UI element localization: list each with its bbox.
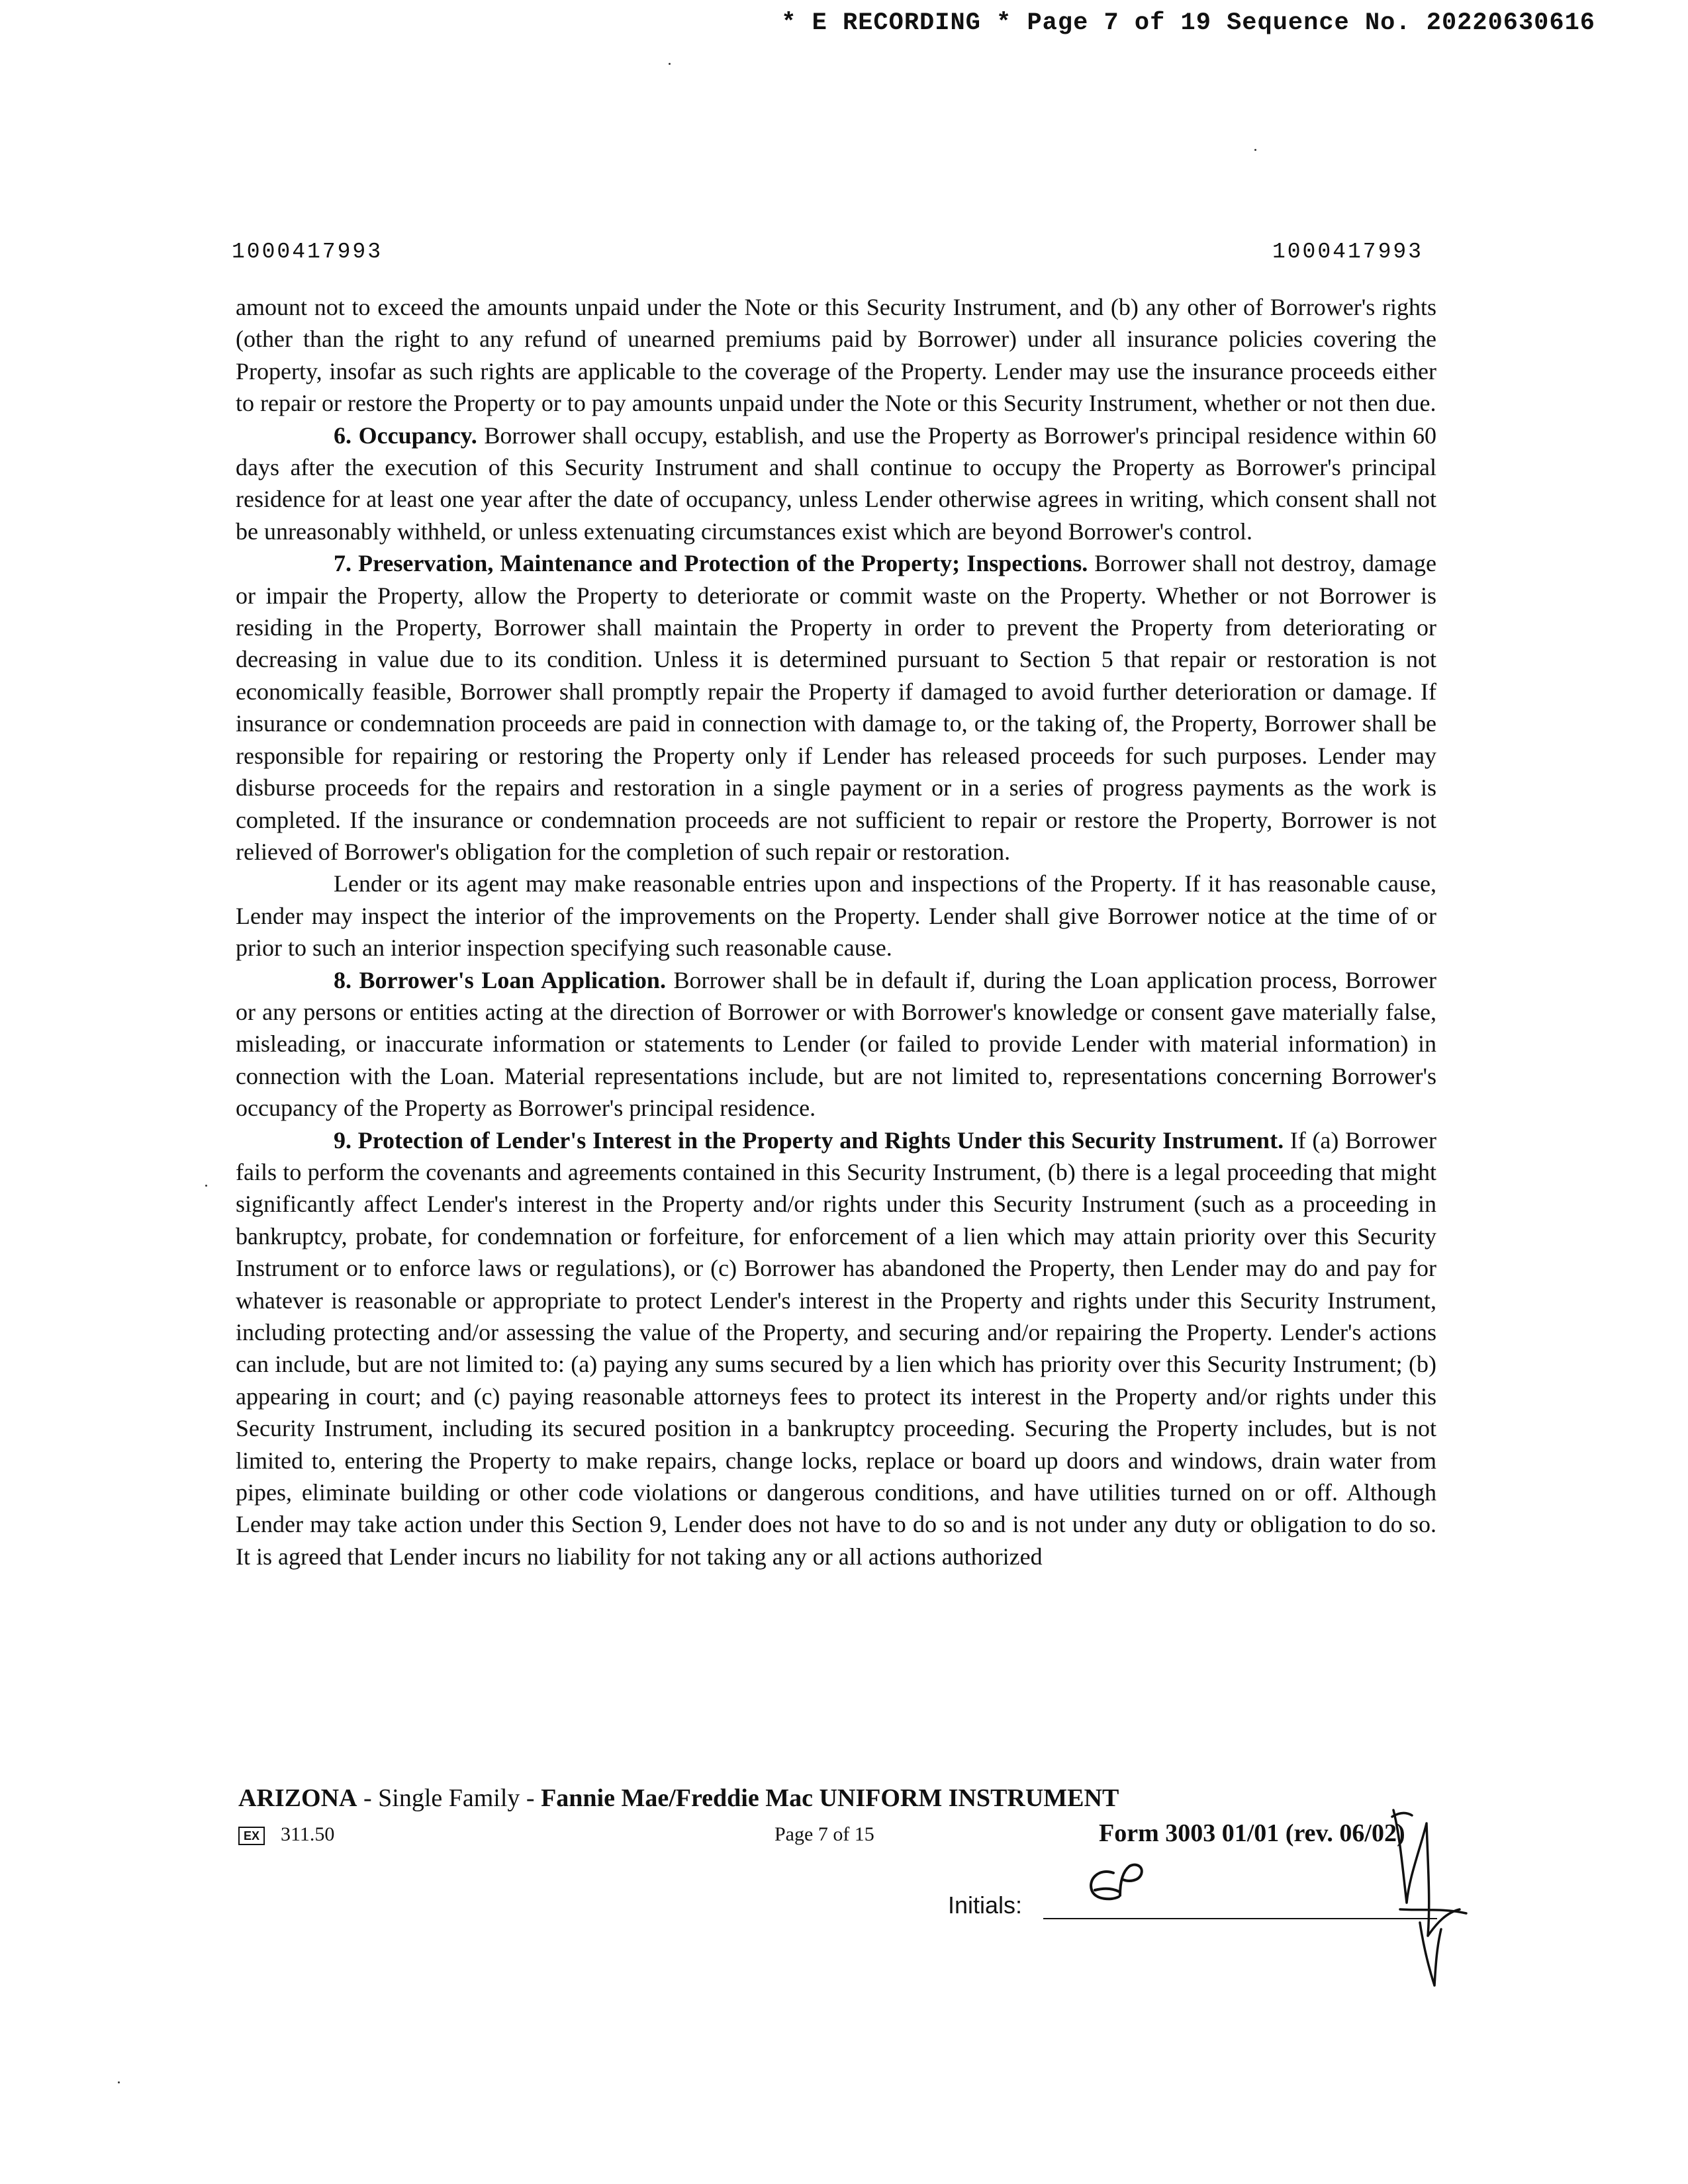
scan-speck: [205, 1185, 207, 1187]
section-text: If (a) Borrower fails to perform the covenants and agreements contained in this Security Instrument, (b) there is a legal proceeding that might significantly affect Lender's interest in the Property and/or rights under this Security Instrument (such as a proceeding in bankruptcy, probate, for condemnation or forfeiture, for enforcement of a lien which may attain priority over this Security Instrument or to enforce laws or regulations), or (c) Borrower has abandoned the Property, then Lender may do and pay for whatever is reasonable or appropriate to protect Lender's interest in the Property and rights under this Security Instrument, including protecting and/or assessing the value of the Property, and securing and/or repairing the Property. Lender's actions can include, but are not limited to: (a) paying any sums secured by a lien which has priority over this Security Instrument; (b) appearing in court; and (c) paying reasonable attorneys fees to protect its interest in the Property and/or rights under this Security Instrument, including its secured position in a bankruptcy proceeding. Securing the Property includes, but is not limited to, entering the Property to make repairs, change locks, replace or board up doors and windows, drain water from pipes, eliminate building or other code violations or dangerous conditions, and have utilities turned on or off. Although Lender may take action under this Section 9, Lender does not have to do so and is not under any duty or obligation to do so. It is agreed that Lender incurs no liability for not taking any or all actions authorized: [236, 1126, 1436, 1570]
loan-number-left: 1000417993: [232, 240, 383, 264]
form-code-number: 311.50: [281, 1823, 335, 1845]
section-heading: 8. Borrower's Loan Application.: [334, 966, 666, 993]
loan-number-right: 1000417993: [1272, 240, 1423, 264]
document-body: [236, 291, 1436, 1572]
section-9-protection: [236, 1124, 1436, 1573]
scan-speck: [669, 63, 671, 65]
page-reference: Page 7 of 15: [774, 1823, 874, 1845]
section-text: Borrower shall occupy, establish, and use the Property as Borrower's principal residence within 60 days after the execution of this Security Instrument and shall continue to occupy the Property as Borrower's principal residence for at least one year after the date of occupancy, unless Lender otherwise agrees in writing, which consent shall not be unreasonably withheld, or unless extenuating circumstances exist which are beyond Borrower's control.: [236, 422, 1437, 545]
recording-header: * E RECORDING * Page 7 of 19 Sequence No. 20220630616: [781, 9, 1595, 37]
footer-separator: - Single Family -: [357, 1784, 541, 1812]
section-heading: 7. Preservation, Maintenance and Protection of the Property; Inspections.: [334, 550, 1088, 577]
scan-speck: [1254, 149, 1256, 151]
footer-state: ARIZONA: [238, 1784, 357, 1812]
form-code: [238, 1823, 334, 1846]
ex-box-icon: EX: [238, 1827, 265, 1845]
initials-label: Initials:: [948, 1891, 1023, 1919]
scan-speck: [118, 2081, 120, 2083]
paragraph-continuation: amount not to exceed the amounts unpaid under the Note or this Security Instrument, and (b) any other of Borrower's rights (other than the right to any refund of unearned premiums paid by Borrower) under all insurance policies covering the Property, insofar as such rights are applicable to the coverage of the Property. Lender may use the insurance proceeds either to repair or restore the Property or to pay amounts unpaid under the Note or this Security Instrument, whether or not then due.: [236, 294, 1436, 417]
section-8-loan-application: [236, 964, 1436, 1124]
form-identifier: Form 3003 01/01 (rev. 06/02): [1099, 1819, 1405, 1847]
footer-instrument: Fannie Mae/Freddie Mac UNIFORM INSTRUMENT: [541, 1784, 1119, 1812]
section-heading: 9. Protection of Lender's Interest in the Property and Rights Under this Security Instrument.: [334, 1126, 1284, 1154]
initials-signature-2: [1380, 1797, 1473, 1995]
footer-title: [238, 1784, 1119, 1813]
section-7-preservation: [236, 547, 1436, 868]
section-heading: 6. Occupancy.: [334, 422, 477, 449]
section-text: Borrower shall be in default if, during the Loan application process, Borrower or any persons or entities acting at the direction of Borrower or with Borrower's knowledge or consent gave materially false, misleading, or inaccurate information or statements to Lender (or failed to provide Lender with material information) in connection with the Loan. Material representations include, but are not limited to, representations concerning Borrower's occupancy of the Property as Borrower's principal residence.: [236, 966, 1436, 1122]
initials-signature-1: [1072, 1853, 1158, 1919]
section-text: Borrower shall not destroy, damage or impair the Property, allow the Property to deteriorate or commit waste on the Property. Whether or not Borrower is residing in the Property, Borrower shall maintain the Property in order to prevent the Property from deteriorating or decreasing in value due to its condition. Unless it is determined pursuant to Section 5 that repair or restoration is not economically feasible, Borrower shall promptly repair the Property if damaged to avoid further deterioration or damage. If insurance or condemnation proceeds are paid in connection with damage to, or the taking of, the Property, Borrower shall be responsible for repairing or restoring the Property only if Lender has released proceeds for such purposes. Lender may disburse proceeds for the repairs and restoration in a single payment or in a series of progress payments as the work is completed. If the insurance or condemnation proceeds are not sufficient to repair or restore the Property, Borrower is not relieved of Borrower's obligation for the completion of such repair or restoration.: [236, 550, 1436, 865]
section-7-inspection: Lender or its agent may make reasonable entries upon and inspections of the Property. If it has reasonable cause, Lender may inspect the interior of the improvements on the Property. Lender shall give Borrower notice at the time of or prior to such an interior inspection specifying such reasonable cause.: [236, 870, 1436, 962]
section-6-occupancy: [236, 420, 1436, 548]
